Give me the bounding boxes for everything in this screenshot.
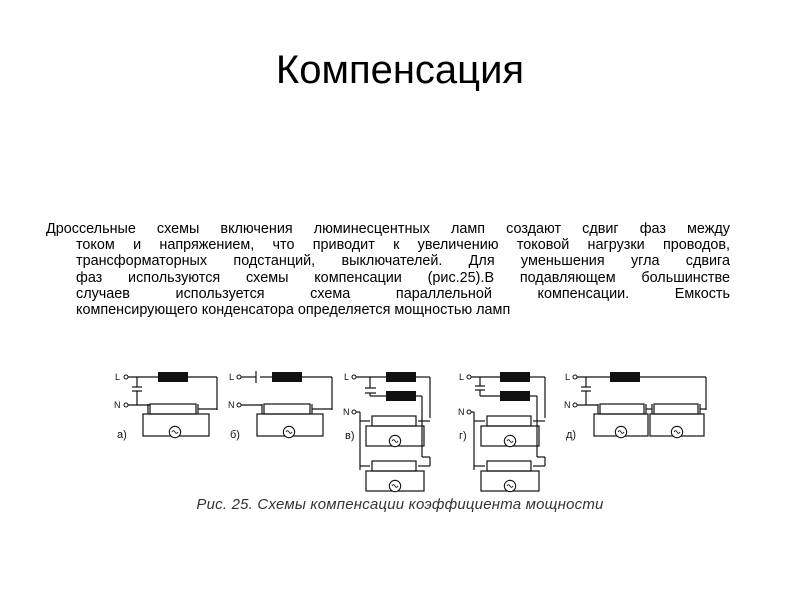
body-paragraph <box>46 221 730 318</box>
scheme-label: г) <box>459 430 467 442</box>
paragraph-line-6: компенсирующего конденсатора определяется мощностью ламп <box>76 302 511 319</box>
paragraph-line-1: Дроссельные схемы включения люминесцентных ламп создают сдвиг фаз между <box>46 221 730 237</box>
label-line: L <box>344 372 350 382</box>
starter-icon <box>389 435 400 446</box>
paragraph-line-4: фаз используются схемы компенсации (рис.25).В подавляющем большинстве <box>76 269 730 286</box>
paragraph-line-3: трансформаторных подстанций, выключателей. Для уменьшения угла сдвига <box>76 253 730 270</box>
scheme-label: а) <box>117 429 127 441</box>
label-neutral: N <box>458 407 465 417</box>
label-line: L <box>229 372 235 382</box>
label-line: L <box>565 372 571 382</box>
choke-icon <box>386 391 416 401</box>
choke-icon <box>500 372 530 382</box>
label-neutral: N <box>228 400 235 410</box>
paragraph-line-5: случаев используется схема параллельной компенсации. Емкость <box>76 285 730 302</box>
label-neutral: N <box>114 400 121 410</box>
choke-icon <box>610 372 640 382</box>
label-neutral: N <box>564 400 571 410</box>
starter-icon <box>283 426 294 437</box>
label-line: L <box>459 372 465 382</box>
scheme-label: б) <box>230 429 240 441</box>
slide-title: Компенсация <box>275 48 525 92</box>
starter-icon <box>671 426 682 437</box>
choke-icon <box>500 391 530 401</box>
figure-caption: Рис. 25. Схемы компенсации коэффициента мощности <box>196 496 604 513</box>
starter-icon <box>389 480 400 491</box>
choke-icon <box>158 372 188 382</box>
choke-icon <box>386 372 416 382</box>
paragraph-line-2: током и напряжением, что приводит к увеличению токовой нагрузки проводов, <box>76 237 730 254</box>
starter-icon <box>615 426 626 437</box>
starter-icon <box>504 435 515 446</box>
choke-icon <box>272 372 302 382</box>
starter-icon <box>504 480 515 491</box>
scheme-d <box>576 377 706 436</box>
label-neutral: N <box>343 407 350 417</box>
starter-icon <box>169 426 180 437</box>
label-line: L <box>115 372 121 382</box>
scheme-label: д) <box>566 429 577 441</box>
scheme-label: в) <box>345 430 355 442</box>
